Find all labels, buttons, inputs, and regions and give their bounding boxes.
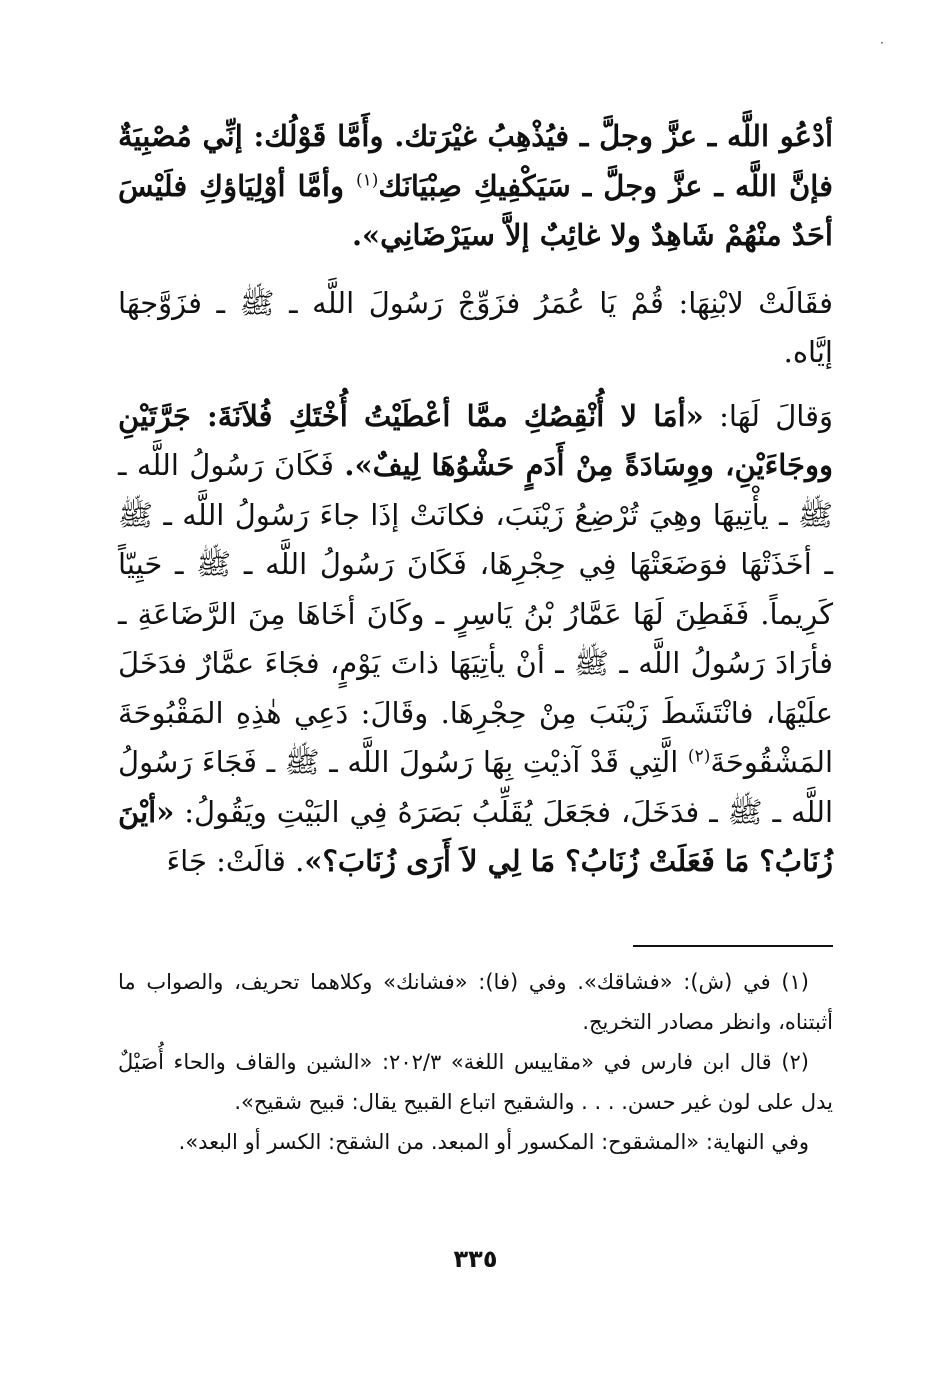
paragraph-1 bbox=[118, 112, 833, 261]
paragraph-3-after: الَّتِي قَدْ آذيْتِ بِهَا رَسُولَ اللَّه ـ ﷺ ـ فَجَاءَ رَسُولُ اللَّه ـ ﷺ ـ فدَخَلَ، فجَعَلَ يُقَلِّبُ بَصَرَهُ فِي البَيْتِ ويَقُولُ: bbox=[118, 745, 833, 829]
paragraph-3-before: فَكَانَ رَسُولُ اللَّه ـ ﷺ ـ يأْتِيهَا وهِيَ تُرْضِعُ زَيْنَبَ، فكانَتْ إذَا جاءَ رَسُولُ اللَّه ـ ﷺ ـ أخَذَتْهَا فوَضَعَتْهَا فِي حِجْرِهَا، فَكَانَ رَسُولُ اللَّه ـ ﷺ ـ حَيِيّاً كَرِيماً. فَفَطِنَ لَهَا عَمَّارُ بْنُ يَاسِرٍ ـ وكَانَ أخَاهَا مِنَ الرَّضَاعَةِ ـ فأرَادَ رَسُولُ اللَّه ـ ﷺ ـ أنْ يأتِيَهَا ذاتَ يَوْمٍ، فجَاءَ عمَّارٌ فدَخَلَ علَيْهَا، فانْتَشَطَ زَيْنَبَ مِنْ حِجْرِهَا. وقَالَ: دَعِي هٰذِهِ المَقْبُوحَةَ المَشْقُوحَةَ bbox=[118, 448, 833, 779]
paragraph-3 bbox=[118, 392, 833, 887]
footnote-divider bbox=[633, 945, 833, 947]
paragraph-2: فقَالَتْ لابْنِهَا: قُمْ يَا عُمَرُ فزَوِّجْ رَسُولَ اللَّه ـ ﷺ ـ فزَوَّجهَا إيَّاه. bbox=[118, 285, 833, 369]
paragraph-3-quote-2: «أيْنَ زُنَابُ؟ مَا فَعَلَتْ زُنَابُ؟ مَا لِي لاَ أَرَى زُنَابَ؟» bbox=[118, 794, 833, 878]
corner-mark: · bbox=[880, 36, 884, 50]
main-text bbox=[118, 112, 833, 887]
paragraph-1-before: أدْعُو اللَّه ـ عزَّ وجلَّ ـ فيُذْهِبُ غيْرَتك. وأَمَّا قَوْلُك: إنِّي مُصْبِيَةٌ فإنَّ اللَّه ـ عزَّ وجلَّ ـ سَيَكْفِيكِ صِبْيَانَك bbox=[118, 119, 833, 203]
paragraph-1-after: وأمَّا أوْلِيَاؤكِ فلَيْسَ أحَدٌ منْهُمْ شَاهِدٌ ولا غائِبٌ إلاَّ سيَرْضَانِي». bbox=[118, 168, 833, 252]
footnote-2-continued: وفي النهاية: «المشقوح: المكسور أو المبعد. من الشقح: الكسر أو البعد». bbox=[178, 1130, 809, 1154]
footnote-ref-1: (١) bbox=[355, 169, 379, 190]
footnotes bbox=[118, 962, 833, 1162]
paragraph-3-tail: . قالَتْ: جَاءَ bbox=[166, 844, 305, 878]
footnote-2: (٢) قال ابن فارس في «مقاييس اللغة» ٢٠٢/٣: «الشين والقاف والحاء أُصَيْلٌ يدل على لون غير حسن. . . . والشقيح اتباع القبيح يقال: قبيح شقيح». bbox=[118, 1050, 833, 1114]
paragraph-3-intro: وَقالَ لَهَا: bbox=[703, 398, 833, 433]
page-number: ٣٣٥ bbox=[453, 1245, 498, 1273]
footnote-1: (١) في (ش): «فشاقك». وفي (فا): «فشانك» وكلاهما تحريف، والصواب ما أثبتناه، وانظر مصادر التخريج. bbox=[118, 970, 833, 1034]
footnote-ref-2: (٢) bbox=[687, 746, 711, 767]
paragraph-3-quote: «أمَا لا أُنْقِصُكِ ممَّا أعْطَيْتُ أُخْتَكِ فُلاَنَةَ: جَرَّتَيْنِ ووجَاءَيْنِ، ووِسَادَةً مِنْ أَدَمٍ حَشْوُهَا لِيفٌ». bbox=[118, 398, 833, 482]
